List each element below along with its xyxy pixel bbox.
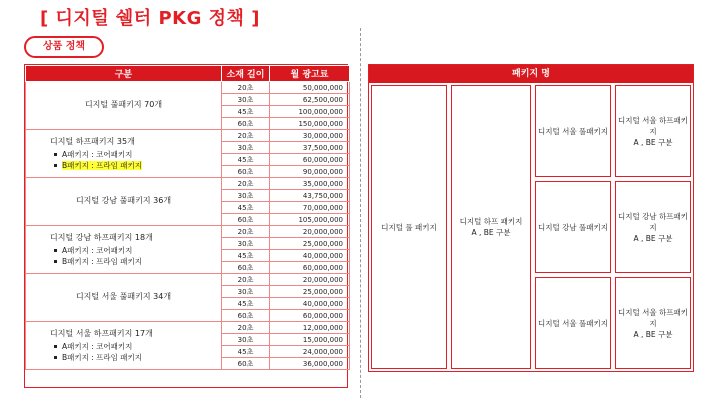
length-cell: 45초 <box>222 346 270 358</box>
region-half-cell <box>615 277 691 369</box>
fee-cell: 43,750,000 <box>270 190 350 202</box>
fee-cell: 100,000,000 <box>270 106 350 118</box>
table-row <box>26 82 350 94</box>
length-cell: 20초 <box>222 226 270 238</box>
header-length: 소재 길이 <box>222 66 270 82</box>
length-cell: 45초 <box>222 106 270 118</box>
fee-cell: 105,000,000 <box>270 214 350 226</box>
region-full-label: 디지털 서울 풀패키지 <box>538 318 608 328</box>
group-sub-label: A패키지 : 코어패키지 <box>62 150 133 159</box>
length-cell: 30초 <box>222 334 270 346</box>
header-monthly-fee: 월 광고료 <box>270 66 350 82</box>
region-half-label: 디지털 서울 하프패키지 A , BE 구분 <box>618 115 688 147</box>
group-title: 디지털 풀패키지 70개 <box>84 100 163 109</box>
table-row <box>26 226 350 238</box>
group-sub-item <box>50 352 221 363</box>
fee-cell: 62,500,000 <box>270 94 350 106</box>
length-cell: 30초 <box>222 190 270 202</box>
fee-cell: 70,000,000 <box>270 202 350 214</box>
length-cell: 45초 <box>222 154 270 166</box>
page-title: [ 디지털 쉘터 PKG 정책 ] <box>40 8 260 29</box>
group-title: 디지털 서울 하프패키지 17개 <box>50 329 153 338</box>
region-half-cell <box>615 85 691 177</box>
length-cell: 60초 <box>222 214 270 226</box>
fee-cell: 20,000,000 <box>270 226 350 238</box>
group-sub-item <box>50 160 221 171</box>
fee-cell: 50,000,000 <box>270 82 350 94</box>
region-full-label: 디지털 서울 풀패키지 <box>538 126 608 136</box>
policy-table-panel <box>24 64 348 388</box>
group-name-cell <box>26 274 222 322</box>
length-cell: 20초 <box>222 274 270 286</box>
group-title: 디지털 하프패키지 35개 <box>50 137 135 146</box>
length-cell: 30초 <box>222 286 270 298</box>
region-full-cell <box>535 277 611 369</box>
length-cell: 60초 <box>222 166 270 178</box>
length-cell: 30초 <box>222 94 270 106</box>
fee-cell: 20,000,000 <box>270 274 350 286</box>
package-region-grid <box>535 85 691 369</box>
fee-cell: 90,000,000 <box>270 166 350 178</box>
length-cell: 60초 <box>222 262 270 274</box>
region-half-label: 디지털 강남 하프패키지 A , BE 구분 <box>618 211 688 243</box>
package-region-row <box>535 181 691 273</box>
length-cell: 20초 <box>222 130 270 142</box>
length-cell: 20초 <box>222 178 270 190</box>
package-region-row <box>535 85 691 177</box>
policy-table-body <box>26 82 350 370</box>
fee-cell: 40,000,000 <box>270 250 350 262</box>
length-cell: 30초 <box>222 238 270 250</box>
fee-cell: 150,000,000 <box>270 118 350 130</box>
fee-cell: 25,000,000 <box>270 238 350 250</box>
region-half-cell <box>615 181 691 273</box>
fee-cell: 36,000,000 <box>270 358 350 370</box>
package-region-row <box>535 277 691 369</box>
table-row <box>26 130 350 142</box>
fee-cell: 37,500,000 <box>270 142 350 154</box>
group-name-cell <box>26 82 222 130</box>
package-half-label: 디지털 하프 패키지 A , BE 구분 <box>459 217 523 237</box>
group-name-cell <box>26 130 222 178</box>
length-cell: 45초 <box>222 250 270 262</box>
fee-cell: 30,000,000 <box>270 130 350 142</box>
group-sub-label: B패키지 : 프라임 패키지 <box>62 353 143 362</box>
package-panel <box>368 64 694 372</box>
region-full-cell <box>535 181 611 273</box>
length-cell: 60초 <box>222 310 270 322</box>
group-name-cell <box>26 178 222 226</box>
fee-cell: 12,000,000 <box>270 322 350 334</box>
group-sub-label: B패키지 : 프라임 패키지 <box>62 161 143 170</box>
fee-cell: 15,000,000 <box>270 334 350 346</box>
table-row <box>26 322 350 334</box>
length-cell: 20초 <box>222 82 270 94</box>
group-sub-item <box>50 256 221 267</box>
tab-product-policy[interactable]: 상품 정책 <box>24 36 104 58</box>
policy-table <box>25 65 350 370</box>
group-name-cell <box>26 226 222 274</box>
group-sub-item <box>50 245 221 256</box>
fee-cell: 25,000,000 <box>270 286 350 298</box>
group-title: 디지털 서울 풀패키지 34개 <box>75 292 172 301</box>
header-category: 구분 <box>26 66 222 82</box>
group-title: 디지털 강남 풀패키지 36개 <box>75 196 172 205</box>
group-sub-label: A패키지 : 코어패키지 <box>62 246 133 255</box>
group-name-cell <box>26 322 222 370</box>
group-sub-label: B패키지 : 프라임 패키지 <box>62 257 143 266</box>
length-cell: 20초 <box>222 322 270 334</box>
fee-cell: 60,000,000 <box>270 310 350 322</box>
fee-cell: 60,000,000 <box>270 154 350 166</box>
length-cell: 45초 <box>222 298 270 310</box>
group-title: 디지털 강남 하프패키지 18개 <box>50 233 153 242</box>
package-full <box>371 85 447 369</box>
group-sub-item <box>50 341 221 352</box>
fee-cell: 60,000,000 <box>270 262 350 274</box>
length-cell: 60초 <box>222 358 270 370</box>
package-half <box>451 85 531 369</box>
package-body <box>369 85 693 371</box>
fee-cell: 24,000,000 <box>270 346 350 358</box>
region-full-cell <box>535 85 611 177</box>
table-row <box>26 274 350 286</box>
group-sub-item <box>50 149 221 160</box>
region-half-label: 디지털 서울 하프패키지 A , BE 구분 <box>618 307 688 339</box>
table-row <box>26 178 350 190</box>
length-cell: 60초 <box>222 118 270 130</box>
package-full-label: 디지털 풀 패키지 <box>381 222 437 232</box>
group-sub-label: A패키지 : 코어패키지 <box>62 342 133 351</box>
length-cell: 45초 <box>222 202 270 214</box>
region-full-label: 디지털 강남 풀패키지 <box>538 222 608 232</box>
length-cell: 30초 <box>222 142 270 154</box>
divider <box>360 28 361 398</box>
table-header-row <box>26 66 350 82</box>
fee-cell: 40,000,000 <box>270 298 350 310</box>
fee-cell: 35,000,000 <box>270 178 350 190</box>
package-header: 패키지 명 <box>369 65 693 83</box>
